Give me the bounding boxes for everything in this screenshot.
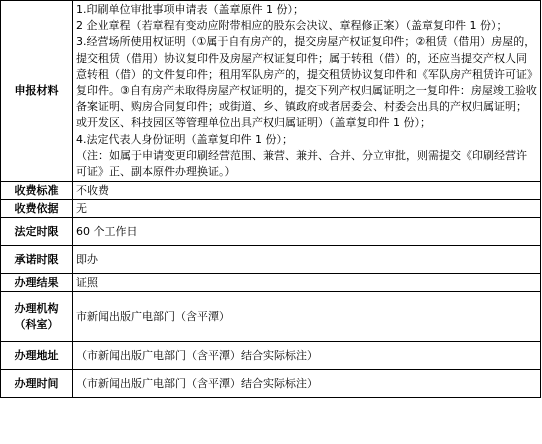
material-note: （注：如属于申请变更印刷经营范围、兼营、兼并、合并、分立审批，则需提交《印刷经营许可证》正、副本原件办理换证。）	[76, 148, 527, 179]
table-row	[1, 246, 541, 274]
handling-agency-value: 市新闻出版广电部门（含平潭）	[73, 292, 541, 342]
table-row	[1, 218, 541, 246]
fee-basis-value: 无	[73, 200, 541, 218]
table-row	[1, 370, 541, 398]
material-item: 2 企业章程（若章程有变动应附带相应的股东会决议、章程修正案）（盖章复印件 1 份）；	[76, 19, 508, 33]
row-label-handling-address: 办理地址	[1, 342, 73, 370]
result-value: 证照	[73, 274, 541, 292]
fee-standard-value: 不收费	[73, 182, 541, 200]
legal-time-limit-value: 60 个工作日	[73, 218, 541, 246]
table-row	[1, 200, 541, 218]
row-label-result: 办理结果	[1, 274, 73, 292]
table-row	[1, 1, 541, 182]
table-row	[1, 274, 541, 292]
promised-time-limit-value: 即办	[73, 246, 541, 274]
handling-address-value: （市新闻出版广电部门（含平潭）结合实际标注）	[73, 342, 541, 370]
row-label-legal-time-limit: 法定时限	[1, 218, 73, 246]
table-row	[1, 342, 541, 370]
row-label-handling-agency: 办理机构（科室）	[1, 292, 73, 342]
material-item: 4.法定代表人身份证明（盖章复印件 1 份）；	[76, 132, 293, 146]
table-row	[1, 182, 541, 200]
material-item: 1.印刷单位审批事项申请表（盖章原件 1 份）；	[76, 3, 304, 16]
handling-hours-value: （市新闻出版广电部门（含平潭）结合实际标注）	[73, 370, 541, 398]
material-item: 3.经营场所使用权证明（①属于自有房产的，提交房屋产权证复印件；②租赁（借用）房屋的，提交租赁（借用）协议复印件及房屋产权证复印件；属于转租（借）的，还应当提交产权人同意转租（借）的文件复印件；租用军队房产的，提交租赁协议复印件和《军队房产租赁许可证》复印件。③自有房产未取得房屋产权证明的，提交下列产权归属证明之一复印件：房屋竣工验收备案证明、购房合同复印件；或街道、乡、镇政府或者居委会、村委会出具的产权归属证明；或开发区、科技园区等管理单位出具产权归属证明）（盖章复印件 1 份）；	[76, 35, 537, 130]
row-label-fee-standard: 收费标准	[1, 182, 73, 200]
row-label-fee-basis: 收费依据	[1, 200, 73, 218]
row-label-handling-hours: 办理时间	[1, 370, 73, 398]
application-materials-list	[73, 1, 541, 182]
row-label-application-materials: 申报材料	[1, 1, 73, 182]
row-label-promised-time-limit: 承诺时限	[1, 246, 73, 274]
table-row	[1, 292, 541, 342]
